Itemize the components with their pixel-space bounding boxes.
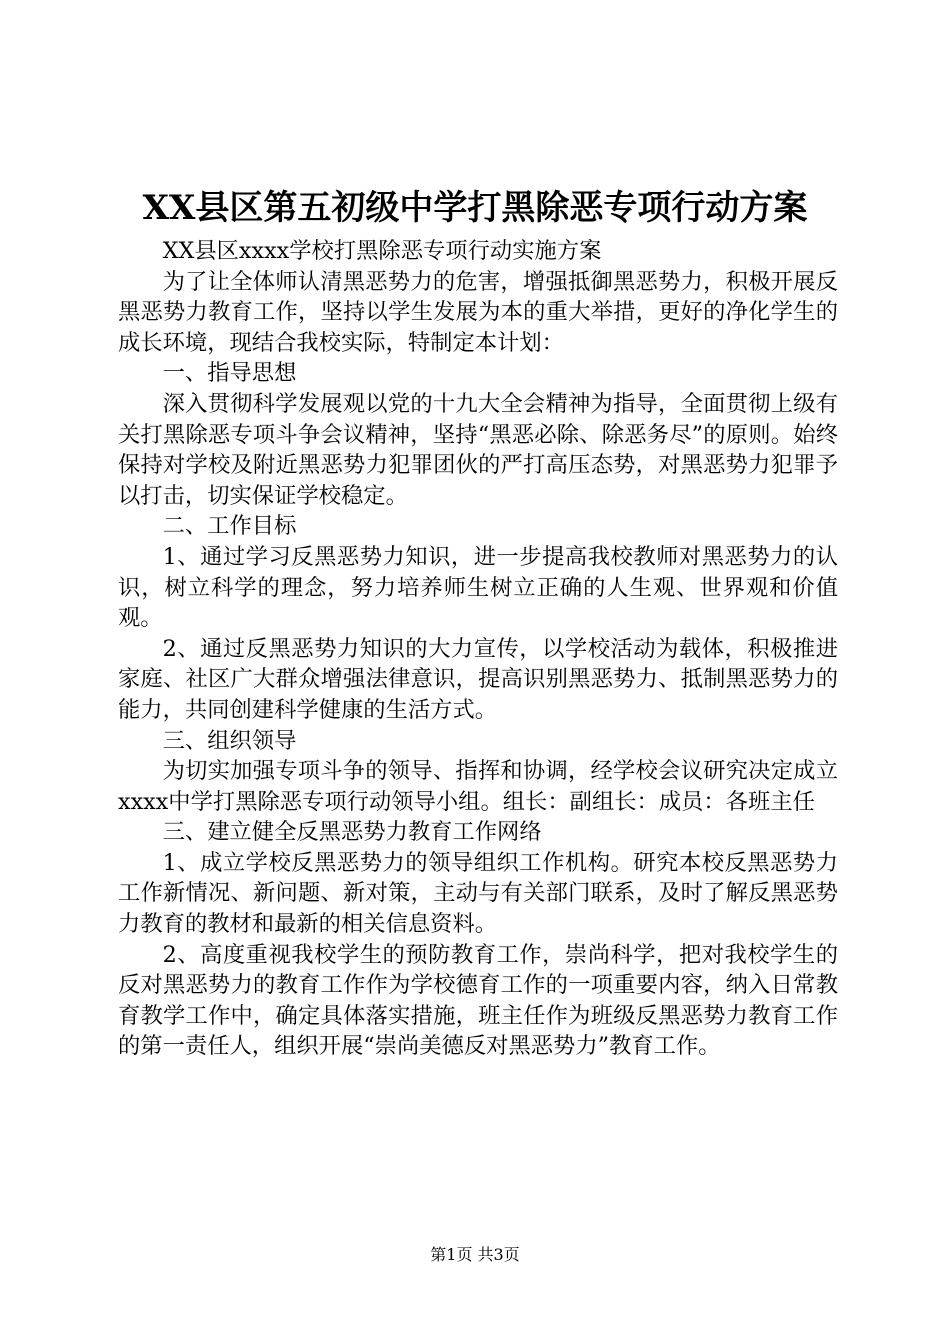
paragraph-network-2: 2、高度重视我校学生的预防教育工作，崇尚科学，把对我校学生的反对黑恶势力的教育工作作为学校德育工作的一项重要内容，纳入日常教育教学工作中，确定具体落实措施，班主任作为班级反黑恶势力教育工作的第一责任人，组织开展“崇尚美德反对黑恶势力”教育工作。 [118, 941, 838, 1060]
paragraph-goal-1: 1、通过学习反黑恶势力知识，进一步提高我校教师对黑恶势力的认识，树立科学的理念，努力培养师生树立正确的人生观、世界观和价值观。 [118, 543, 838, 632]
section-heading-guiding-thought: 一、指导思想 [162, 360, 297, 387]
page-number-footer: 第1页 共3页 [430, 1245, 520, 1264]
paragraph-leadership: 为切实加强专项斗争的领导、指挥和协调，经学校会议研究决定成立xxxx中学打黑除恶专项行动领导小组。组长：副组长：成员：各班主任 [118, 758, 838, 815]
section-heading-network: 三、建立健全反黑恶势力教育工作网络 [162, 819, 542, 846]
document-title: XX县区第五初级中学打黑除恶专项行动方案 [142, 188, 808, 228]
paragraph-goal-2: 2、通过反黑恶势力知识的大力宣传，以学校活动为载体，积极推进家庭、社区广大群众增强法律意识，提高识别黑恶势力、抵制黑恶势力的能力，共同创建科学健康的生活方式。 [118, 635, 838, 723]
subtitle-paragraph: XX县区xxxx学校打黑除恶专项行动实施方案 [162, 238, 602, 264]
section-heading-leadership: 三、组织领导 [162, 727, 297, 754]
section-heading-work-goals: 二、工作目标 [162, 513, 297, 540]
document-body [118, 236, 838, 1062]
intro-paragraph: 为了让全体师认清黑恶势力的危害，增强抵御黑恶势力，积极开展反黑恶势力教育工作，坚持以学生发展为本的重大举措，更好的净化学生的成长环境，现结合我校实际，特制定本计划： [118, 268, 838, 356]
paragraph-network-1: 1、成立学校反黑恶势力的领导组织工作机构。研究本校反黑恶势力工作新情况、新问题、新对策，主动与有关部门联系，及时了解反黑恶势力教育的教材和最新的相关信息资料。 [118, 849, 838, 938]
paragraph-guiding-thought: 深入贯彻科学发展观以党的十九大全会精神为指导，全面贯彻上级有关打黑除恶专项斗争会议精神，坚持“黑恶必除、除恶务尽”的原则。始终保持对学校及附近黑恶势力犯罪团伙的严打高压态势，对黑恶势力犯罪予以打击，切实保证学校稳定。 [118, 390, 838, 509]
